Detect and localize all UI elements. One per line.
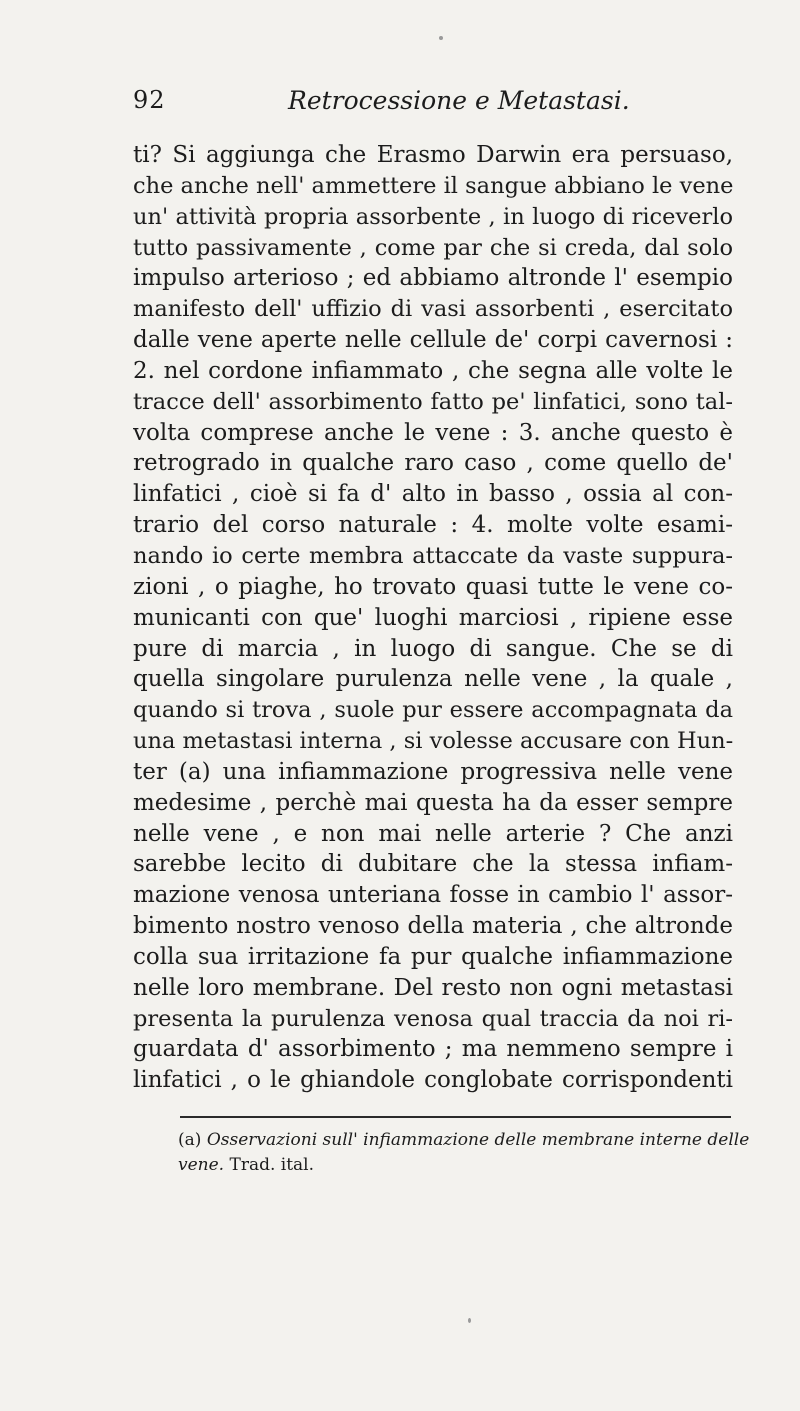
text-line: quando si trova , suole pur essere accompagnata da (133, 697, 733, 724)
text-line: guardata d' assorbimento ; ma nemmeno sempre i (133, 1036, 733, 1063)
footnote (178, 1128, 750, 1178)
text-line: mazione venosa unteriana fosse in cambio l' assor- (133, 882, 733, 909)
text-line: sarebbe lecito di dubitare che la stessa infiam- (133, 851, 733, 878)
body-text (133, 140, 733, 1096)
footnote-marker: (a) (178, 1130, 202, 1150)
running-title: Retrocessione e Metastasi. (288, 86, 630, 115)
text-line: nando io certe membra attaccate da vaste suppura- (133, 542, 733, 569)
footnote-title: Osservazioni sull' infiammazione delle membrane interne delle (206, 1130, 750, 1150)
text-line: 2. nel cordone infiammato , che segna alle volte le (133, 357, 733, 384)
text-line: nelle vene , e non mai nelle arterie ? Che anzi (133, 820, 733, 847)
text-line: volta comprese anche le vene : 3. anche questo è (133, 419, 733, 446)
text-line: quella singolare purulenza nelle vene , la quale , (133, 666, 733, 693)
text-line: zioni , o piaghe, ho trovato quasi tutte le vene co- (133, 573, 733, 600)
text-line: che anche nell' ammettere il sangue abbiano le vene (133, 172, 733, 199)
text-line: un' attività propria assorbente , in luogo di riceverlo (133, 203, 733, 230)
text-line: pure di marcia , in luogo di sangue. Che se di (133, 635, 733, 662)
footnote-line (178, 1153, 733, 1178)
text-line: retrogrado in qualche raro caso , come quello de' (133, 450, 733, 477)
text-line: impulso arterioso ; ed abbiamo altronde l' esempio (133, 265, 733, 292)
text-line: municanti con que' luoghi marciosi , ripiene esse (133, 604, 733, 631)
ink-speck (439, 36, 443, 40)
footnote-title-continued: vene. (178, 1155, 225, 1175)
text-line: una metastasi interna , si volesse accusare con Hun- (133, 728, 733, 755)
text-line: nelle loro membrane. Del resto non ogni metastasi (133, 974, 733, 1001)
ink-speck (468, 1318, 471, 1323)
text-line: tutto passivamente , come par che si creda, dal solo (133, 234, 733, 261)
text-line: colla sua irritazione fa pur qualche infiammazione (133, 943, 733, 970)
text-line: presenta la purulenza venosa qual traccia da noi ri- (133, 1005, 733, 1032)
footnote-rule (180, 1116, 731, 1118)
page-header (133, 86, 733, 122)
text-line: dalle vene aperte nelle cellule de' corpi cavernosi : (133, 327, 733, 354)
footnote-suffix: Trad. ital. (229, 1155, 315, 1175)
footnote-line (178, 1128, 750, 1153)
text-line: ter (a) una infiammazione progressiva nelle vene (133, 758, 733, 785)
text-line: ti? Si aggiunga che Erasmo Darwin era persuaso, (133, 142, 733, 168)
text-line: linfatici , cioè si fa d' alto in basso , ossia al con- (133, 481, 733, 508)
page-number: 92 (133, 86, 166, 114)
text-line: bimento nostro venoso della materia , che altronde (133, 913, 733, 940)
text-line: trario del corso naturale : 4. molte volte esami- (133, 512, 733, 539)
text-line: linfatici , o le ghiandole conglobate corrispondenti (133, 1067, 733, 1094)
text-line: tracce dell' assorbimento fatto pe' linfatici, sono tal- (133, 388, 733, 415)
text-line: manifesto dell' uffizio di vasi assorbenti , esercitato (133, 296, 733, 323)
text-line: medesime , perchè mai questa ha da esser sempre (133, 789, 733, 816)
